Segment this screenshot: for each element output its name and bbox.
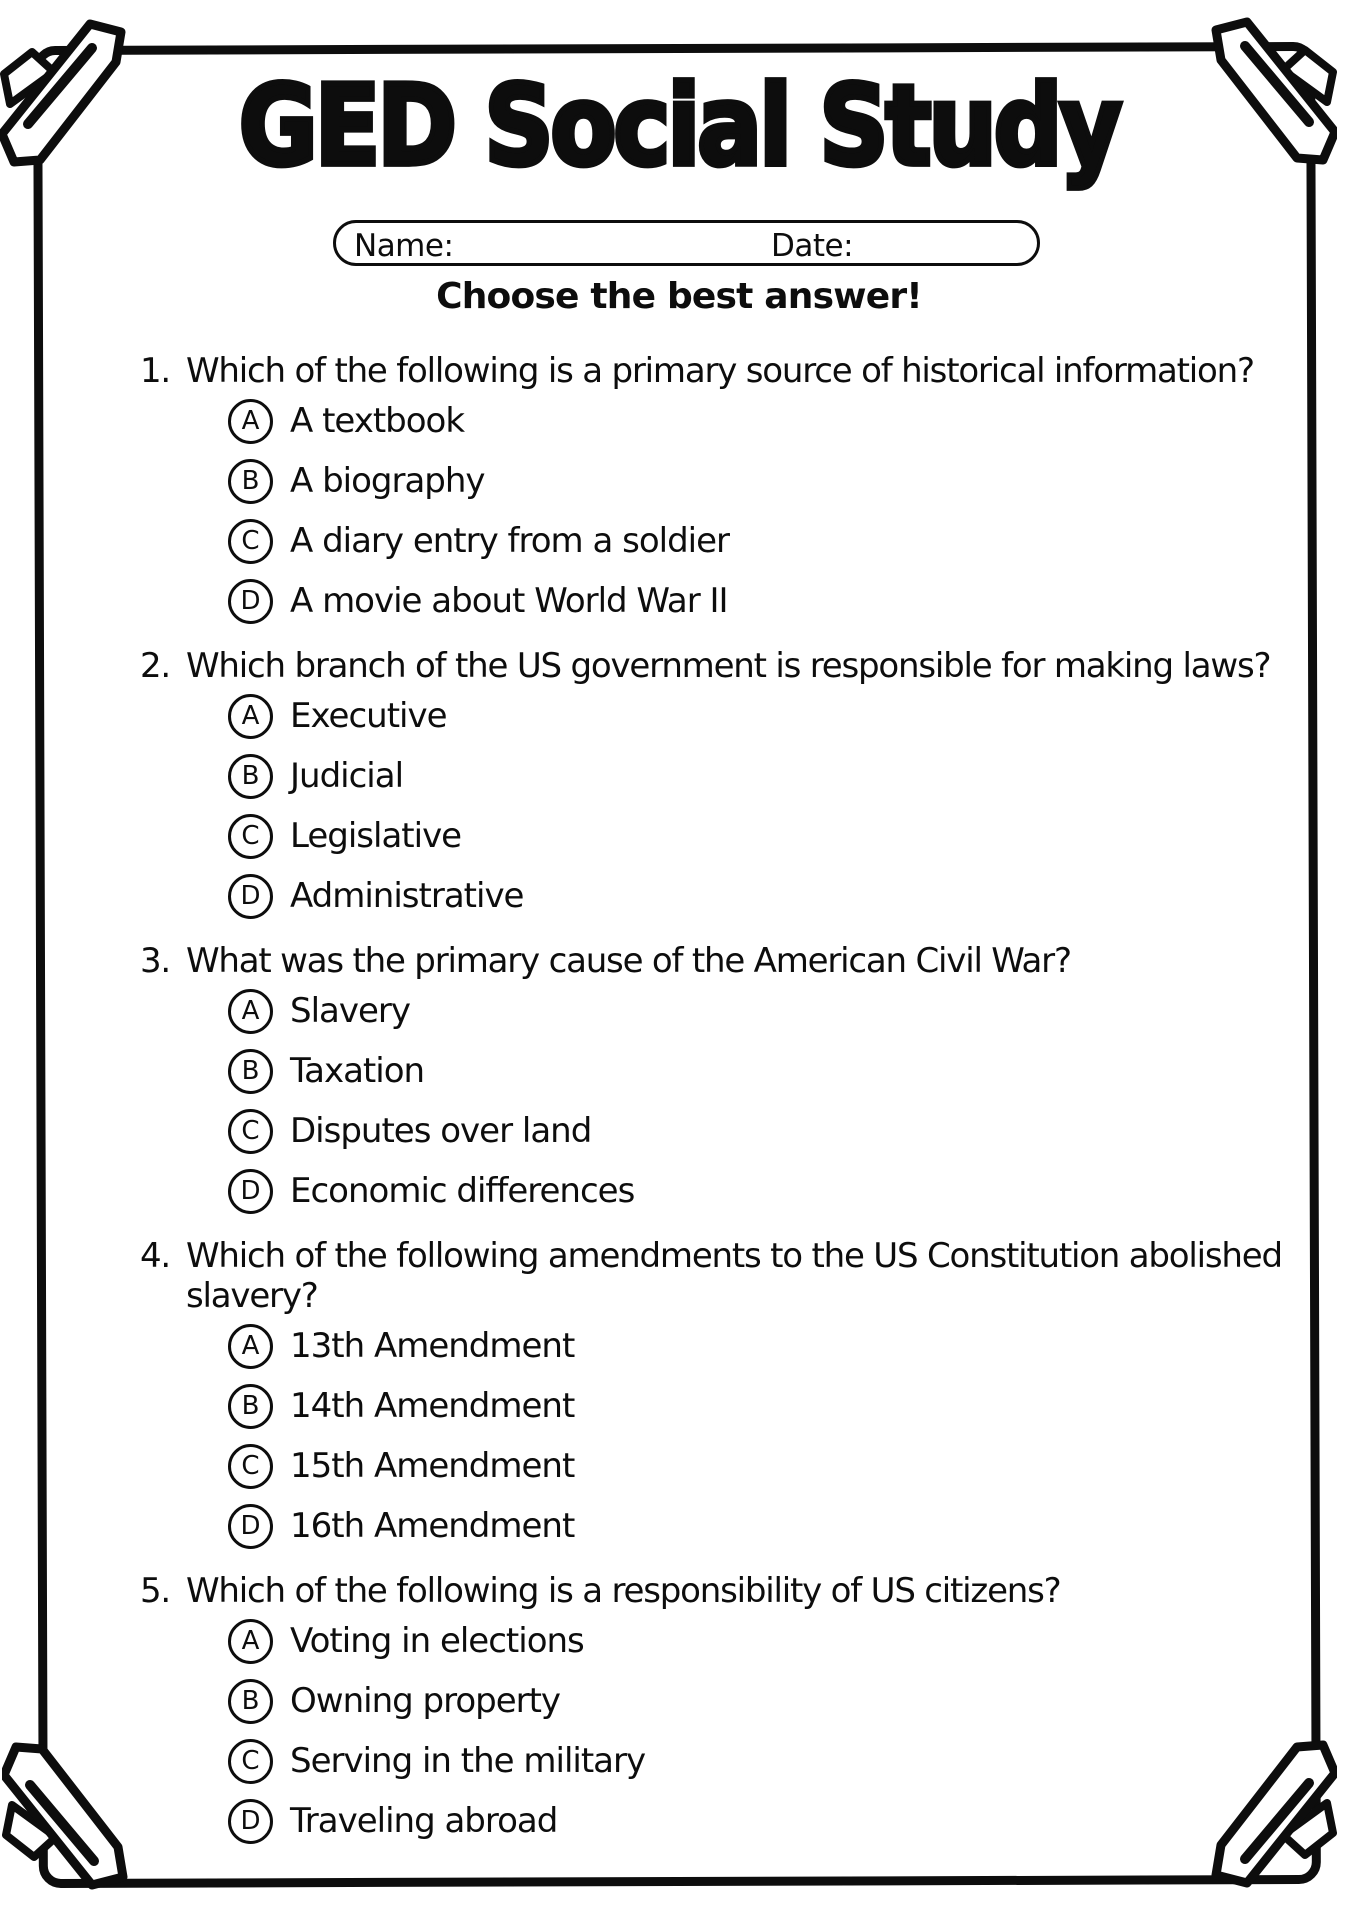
question-block <box>140 1571 1300 1851</box>
question-text: Which of the following is a primary source of historical information? <box>186 351 1254 391</box>
question-number: 3. <box>140 941 171 981</box>
option-row <box>140 746 1300 806</box>
corner-clip-icon <box>2 1742 132 1897</box>
question-row <box>140 646 1300 686</box>
option-bubble[interactable]: C <box>228 519 273 564</box>
date-input-area[interactable] <box>856 223 1036 263</box>
option-row <box>140 1376 1300 1436</box>
question-number: 5. <box>140 1571 171 1611</box>
question-block <box>140 941 1300 1221</box>
option-bubble[interactable]: D <box>228 579 273 624</box>
option-row <box>140 1731 1300 1791</box>
option-bubble[interactable]: A <box>228 989 273 1034</box>
option-row <box>140 451 1300 511</box>
option-bubble[interactable]: D <box>228 1799 273 1844</box>
option-label: Traveling abroad <box>290 1801 558 1841</box>
question-block <box>140 646 1300 926</box>
question-row <box>140 351 1300 391</box>
option-label: Taxation <box>290 1051 425 1091</box>
option-label: Executive <box>290 696 447 736</box>
option-bubble[interactable]: D <box>228 874 273 919</box>
option-label: A movie about World War II <box>290 581 728 621</box>
option-row <box>140 1436 1300 1496</box>
option-label: Slavery <box>290 991 411 1031</box>
option-row <box>140 1316 1300 1376</box>
page-title: GED Social Study <box>238 61 1120 191</box>
option-row <box>140 1041 1300 1101</box>
option-bubble[interactable]: C <box>228 1739 273 1784</box>
question-text: Which of the following is a responsibility of US citizens? <box>186 1571 1061 1611</box>
option-label: Legislative <box>290 816 462 856</box>
option-label: Administrative <box>290 876 524 916</box>
question-row <box>140 1236 1300 1316</box>
option-bubble[interactable]: B <box>228 459 273 504</box>
option-bubble[interactable]: D <box>228 1169 273 1214</box>
option-label: A textbook <box>290 401 465 441</box>
option-row <box>140 866 1300 926</box>
option-label: Disputes over land <box>290 1111 592 1151</box>
option-label: Judicial <box>290 756 404 796</box>
question-number: 4. <box>140 1236 171 1276</box>
option-bubble[interactable]: C <box>228 814 273 859</box>
option-row <box>140 806 1300 866</box>
option-bubble[interactable]: A <box>228 399 273 444</box>
question-text-line: slavery? <box>186 1276 318 1316</box>
option-row <box>140 1496 1300 1556</box>
question-text: Which branch of the US government is responsible for making laws? <box>186 646 1271 686</box>
option-bubble[interactable]: B <box>228 1679 273 1724</box>
instruction-text: Choose the best answer! <box>436 276 922 317</box>
option-row <box>140 511 1300 571</box>
option-label: Owning property <box>290 1681 561 1721</box>
question-number: 1. <box>140 351 171 391</box>
question-text <box>186 1236 1282 1316</box>
option-bubble[interactable]: B <box>228 754 273 799</box>
option-row <box>140 686 1300 746</box>
option-row <box>140 1161 1300 1221</box>
question-row <box>140 1571 1300 1611</box>
option-label: 13th Amendment <box>290 1326 575 1366</box>
option-row <box>140 571 1300 631</box>
option-bubble[interactable]: D <box>228 1504 273 1549</box>
option-label: 16th Amendment <box>290 1506 575 1546</box>
option-label: Voting in elections <box>290 1621 584 1661</box>
option-row <box>140 391 1300 451</box>
option-bubble[interactable]: A <box>228 1619 273 1664</box>
option-row <box>140 1611 1300 1671</box>
option-row <box>140 1671 1300 1731</box>
question-block <box>140 351 1300 631</box>
option-bubble[interactable]: A <box>228 1324 273 1369</box>
question-row <box>140 941 1300 981</box>
question-text: What was the primary cause of the American Civil War? <box>186 941 1071 981</box>
question-number: 2. <box>140 646 171 686</box>
option-label: 14th Amendment <box>290 1386 575 1426</box>
option-bubble[interactable]: C <box>228 1109 273 1154</box>
option-row <box>140 1101 1300 1161</box>
question-list <box>140 336 1300 1851</box>
date-label: Date: <box>771 228 854 264</box>
option-bubble[interactable]: A <box>228 694 273 739</box>
option-row <box>140 981 1300 1041</box>
option-row <box>140 1791 1300 1851</box>
option-label: A biography <box>290 461 485 501</box>
name-label: Name: <box>354 228 454 264</box>
name-date-box <box>333 220 1040 266</box>
option-bubble[interactable]: B <box>228 1049 273 1094</box>
question-block <box>140 1236 1300 1556</box>
option-bubble[interactable]: B <box>228 1384 273 1429</box>
option-label: Economic differences <box>290 1171 635 1211</box>
name-input-area[interactable] <box>456 223 756 263</box>
question-text-line: Which of the following amendments to the US Constitution abolished <box>186 1236 1282 1276</box>
option-bubble[interactable]: C <box>228 1444 273 1489</box>
option-label: A diary entry from a soldier <box>290 521 730 561</box>
option-label: 15th Amendment <box>290 1446 575 1486</box>
option-label: Serving in the military <box>290 1741 646 1781</box>
